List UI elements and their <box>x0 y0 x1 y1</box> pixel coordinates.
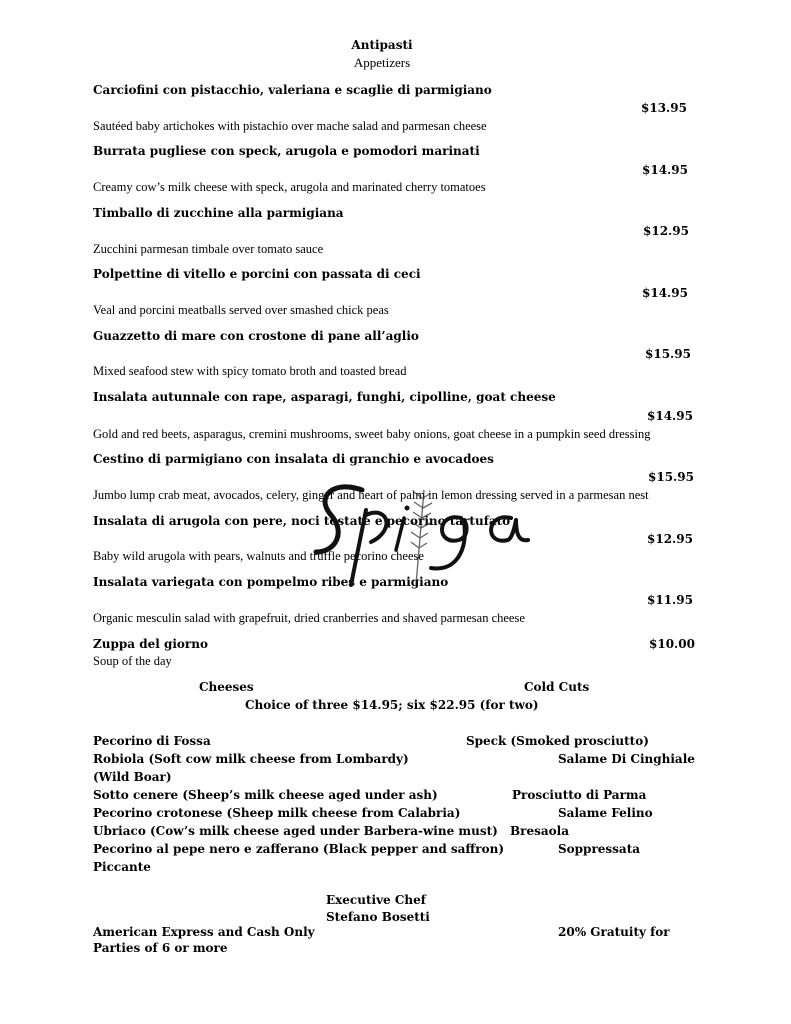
cheese-line: Pecorino di Fossa <box>93 734 211 748</box>
cold-cut-line: Piccante <box>93 860 151 874</box>
board-choice-pricing: Choice of three $14.95; six $22.95 (for two) <box>245 698 539 712</box>
item-price: $14.95 <box>642 286 688 300</box>
item-name: Cestino di parmigiano con insalata di granchio e avocadoes <box>93 452 494 466</box>
cold-cuts-heading: Cold Cuts <box>524 680 590 694</box>
cheese-line: Ubriaco (Cow’s milk cheese aged under Barbera-wine must) <box>93 824 498 838</box>
cold-cut-line: Speck (Smoked prosciutto) <box>466 734 649 748</box>
item-description: Organic mesculin salad with grapefruit, dried cranberries and shaved parmesan cheese <box>93 611 525 625</box>
item-price: $15.95 <box>648 470 694 484</box>
cold-cut-line: Soppressata <box>558 842 641 856</box>
cheese-line: Pecorino crotonese (Sheep milk cheese from Calabria) <box>93 806 461 820</box>
item-name: Guazzetto di mare con crostone di pane all’aglio <box>93 329 419 343</box>
cold-cut-line: Bresaola <box>510 824 569 838</box>
item-price: $14.95 <box>642 163 688 177</box>
item-name: Carciofini con pistacchio, valeriana e scaglie di parmigiano <box>93 83 492 97</box>
cold-cut-line: Salame Di Cinghiale <box>558 752 695 766</box>
chef-name: Stefano Bosetti <box>326 910 430 924</box>
item-price: $10.00 <box>649 637 695 651</box>
item-price: $12.95 <box>643 224 689 238</box>
item-description: Zucchini parmesan timbale over tomato sauce <box>93 242 324 256</box>
item-description: Veal and porcini meatballs served over smashed chick peas <box>93 303 389 317</box>
section-subtitle: Appetizers <box>353 55 411 70</box>
section-title: Antipasti <box>351 38 413 52</box>
item-description: Sautéed baby artichokes with pistachio over mache salad and parmesan cheese <box>93 119 487 133</box>
gratuity-note: 20% Gratuity for <box>558 925 670 939</box>
wheat-icon <box>411 490 432 585</box>
item-description: Gold and red beets, asparagus, cremini mushrooms, sweet baby onions, goat cheese in a pumpkin seed dressing <box>93 427 651 441</box>
item-name: Burrata pugliese con speck, arugola e pomodori marinati <box>93 144 480 158</box>
item-price: $14.95 <box>647 409 693 423</box>
cheese-line: Robiola (Soft cow milk cheese from Lombardy) <box>93 752 409 766</box>
chef-title: Executive Chef <box>326 893 426 907</box>
gratuity-parties-note: Parties of 6 or more <box>93 941 228 955</box>
item-name: Zuppa del giorno <box>93 637 208 651</box>
cheese-line: Sotto cenere (Sheep’s milk cheese aged under ash) <box>93 788 438 802</box>
payment-note: American Express and Cash Only <box>93 925 315 939</box>
item-name: Insalata variegata con pompelmo ribes e parmigiano <box>93 575 449 589</box>
item-description: Mixed seafood stew with spicy tomato broth and toasted bread <box>93 364 407 378</box>
item-price: $12.95 <box>647 532 693 546</box>
item-description: Jumbo lump crab meat, avocados, celery, ginger and heart of palm in lemon dressing served in a parmesan nest <box>93 488 649 502</box>
item-price: $11.95 <box>647 593 693 607</box>
cheese-line: Pecorino al pepe nero e zafferano (Black pepper and saffron) <box>93 842 504 856</box>
item-price: $15.95 <box>645 347 691 361</box>
item-name: Timballo di zucchine alla parmigiana <box>93 206 344 220</box>
item-description: Baby wild arugola with pears, walnuts and truffle pecorino cheese <box>93 549 424 563</box>
item-description: Soup of the day <box>93 654 172 668</box>
cold-cut-line: Salame Felino <box>558 806 653 820</box>
item-name: Insalata autunnale con rape, asparagi, funghi, cipolline, goat cheese <box>93 390 556 404</box>
item-name: Insalata di arugola con pere, noci tostate e pecorino tartufato <box>93 514 511 528</box>
cold-cut-line: Prosciutto di Parma <box>512 788 647 802</box>
cheeses-heading: Cheeses <box>199 680 254 694</box>
item-name: Polpettine di vitello e porcini con passata di ceci <box>93 267 421 281</box>
item-description: Creamy cow’s milk cheese with speck, arugola and marinated cherry tomatoes <box>93 180 486 194</box>
cold-cut-line: (Wild Boar) <box>93 770 172 784</box>
item-price: $13.95 <box>641 101 687 115</box>
